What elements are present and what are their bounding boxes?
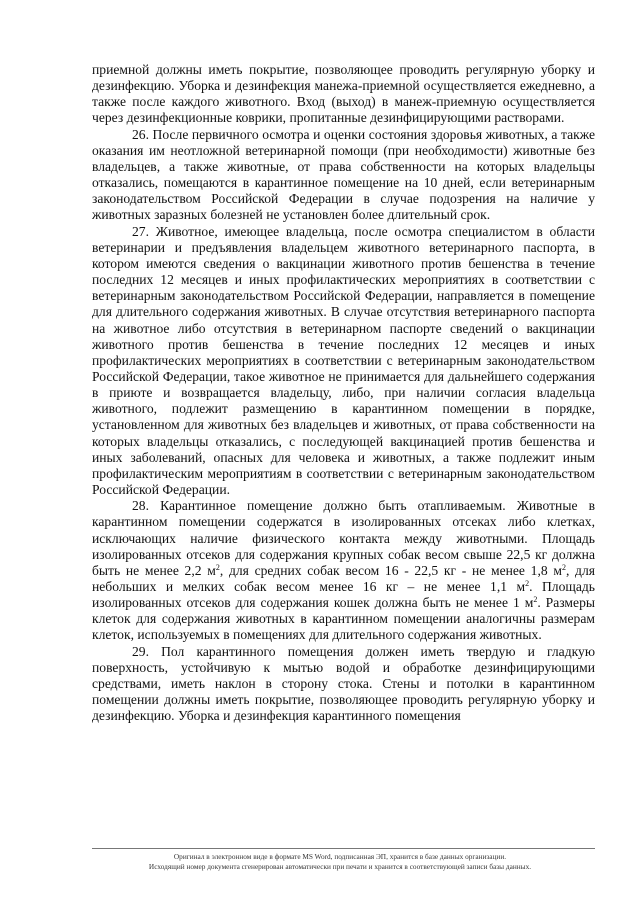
paragraph-25-continued: приемной должны иметь покрытие, позволяющее проводить регулярную уборку и дезинфекцию. Уборка и дезинфекция манежа-приемной осуществляется ежедневно, а также после каждого животного. Вход (выход) в манеж-приемную осуществляется через дезинфекционные коврики, пропитанные дезинфицирующими растворами. (92, 62, 595, 126)
superscript-2: 2 (561, 562, 566, 572)
paragraph-26: 26. После первичного осмотра и оценки состояния здоровья животных, а также оказания им неотложной ветеринарной помощи (при необходимости) животные без владельцев, а также животные, от права собственности на которых владельцы отказались, помещаются в карантинное помещение на 10 дней, если ветеринарным законодательством Российской Федерации в случае подозрения на наличие у животных заразных болезней не установлен более длительный срок. (92, 126, 595, 223)
paragraph-28-part-c: , для небольших и мелких собак весом менее 16 кг – не менее 1,1 м (92, 562, 595, 594)
superscript-2: 2 (215, 562, 220, 572)
page-footer (70, 852, 610, 872)
paragraph-28-part-d: . Площадь изолированных отсеков для содержания кошек должна быть не менее 1 м (92, 579, 595, 611)
paragraph-28-part-e: . Размеры клеток для содержания животных в карантинном помещении аналогичны размерам клеток, используемых в помещениях для длительного содержания животных. (92, 595, 596, 643)
paragraph-27: 27. Животное, имеющее владельца, после осмотра специалистом в области ветеринарии и предъявления владельцем животного ветеринарного паспорта, в котором имеются сведения о вакцинации животного против бешенства в течение последних 12 месяцев и иных профилактических мероприятиях в соответствии с ветеринарным законодательством Российской Федерации, направляется в помещение для длительного содержания животных. В случае отсутствия ветеринарного паспорта на животное либо отсутствия в ветеринарном паспорте сведений о вакцинации животного против бешенства в течение последних 12 месяцев и иных профилактических мероприятиях в соответствии с ветеринарным законодательством Российской Федерации, такое животное не принимается для дальнейшего содержания в приюте и возвращается владельцу, либо, при наличии согласия владельца животного, подлежит размещению в карантинном помещении в порядке, установленном для животных без владельцев и животных, от права собственности на которых владельцы отказались, с последующей вакцинацией против бешенства и иных заболеваний, опасных для человека и животных, а также подлежит иным профилактическим мероприятиям в соответствии с ветеринарным законодательством Российской Федерации. (92, 223, 595, 498)
paragraph-28-part-a: 28. Карантинное помещение должно быть отапливаемым. Животные в карантинном помещении содержатся в изолированных отсеках либо клетках, исключающих наличие физического контакта между животными. Площадь изолированных отсеков для содержания крупных собак весом свыше 22,5 кг должна быть не менее 2,2 м (92, 498, 595, 578)
superscript-2: 2 (525, 579, 530, 588)
footer-line-2: Исходящий номер документа сгенерирован автоматически при печати и хранится в соответствующей записи базы данных. (148, 862, 532, 871)
footer-line-1: Оригинал в электронном виде в формате MS Word, подписанная ЭП, хранится в базе данных организации. (173, 852, 507, 861)
footer-divider (92, 848, 595, 849)
paragraph-28 (92, 498, 595, 643)
document-body (92, 62, 595, 724)
paragraph-28-part-b: , для средних собак весом 16 - 22,5 кг - не менее 1,8 м (219, 562, 562, 578)
superscript-2: 2 (533, 595, 538, 605)
paragraph-29: 29. Пол карантинного помещения должен иметь твердую и гладкую поверхность, устойчивую к мытью водой и обработке дезинфицирующими средствами, иметь наклон в сторону стока. Стены и потолки в карантинном помещении должны иметь покрытие, позволяющее проводить регулярную уборку и дезинфекцию. Уборка и дезинфекция карантинного помещения (92, 643, 595, 724)
